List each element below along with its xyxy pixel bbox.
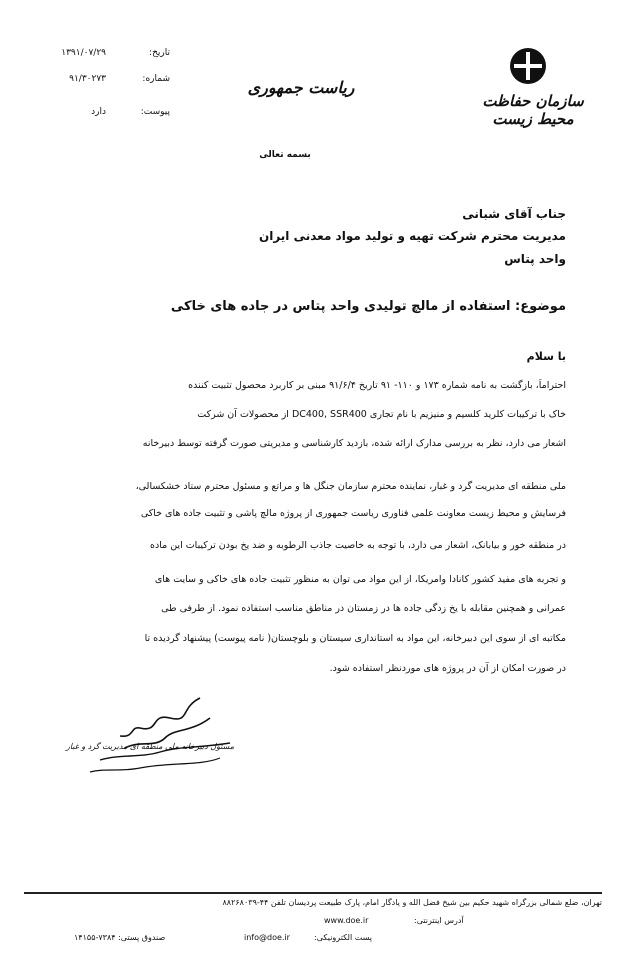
body-line: و تجربه های مفید کشور کانادا وامریکا، از این مواد می توان به منظور تثبیت جاده های خاکی و سایت های	[154, 574, 566, 585]
body-line: در منطقه خور و بیابانک، اشعار می دارد، با توجه به خاصیت جاذب الرطوبه و ضد یخ بودن ترکیبات این ماده	[149, 540, 566, 551]
organization-name: سازمان حفاظت محیط زیست	[482, 92, 584, 128]
footer-address: تهران، ضلع شمالی بزرگراه شهید حکیم بین شیخ فضل الله و یادگار امام، پارک طبیعت پردیسان تلفن ۴۴-۸۸۲۶۸۰۳۹	[222, 898, 602, 907]
date-value: ۱۳۹۱/۰۷/۲۹	[61, 48, 106, 58]
logo-bar-horizontal	[514, 64, 542, 68]
letter-subject: موضوع: استفاده از مالچ تولیدی واحد پتاس در جاده های خاکی	[170, 299, 566, 314]
footer-pobox: صندوق پستی: ۷۳۸۴-۱۴۱۵۵	[74, 933, 166, 942]
addressee-name: جناب آقای شبانی	[462, 207, 566, 221]
footer-divider	[24, 892, 602, 894]
number-value: ۹۱/۳۰۲۷۳	[69, 74, 106, 84]
body-line: احتراماً، بازگشت به نامه شماره ۱۷۳ و ۱۱۰- ۹۱ تاریخ ۹۱/۶/۴ مبنی بر کاربرد محصول تثبیت کننده	[188, 380, 566, 391]
footer-website: www.doe.ir	[324, 916, 369, 925]
number-label: شماره:	[142, 74, 170, 84]
body-line: خاک با ترکیبات کلرید کلسیم و منیزیم با نام تجاری DC400, SSR400 از محصولات آن شرکت	[197, 409, 566, 420]
addressee-company: مدیریت محترم شرکت تهیه و تولید مواد معدنی ایران	[258, 229, 566, 243]
body-line: اشعار می دارد، نظر به بررسی مدارک ارائه شده، بازدید کارشناسی و مدیریتی صورت گرفته توسط دبیرخانه	[142, 438, 566, 449]
body-line: در صورت امکان از آن در پروژه های موردنظر استفاده شود.	[329, 663, 566, 674]
footer-email: info@doe.ir	[244, 933, 290, 942]
date-label: تاریخ:	[149, 48, 170, 58]
salutation: با سلام	[526, 350, 566, 363]
body-line: ملی منطقه ای مدیریت گرد و غبار، نماینده محترم سازمان جنگل ها و مراتع و مسئول محترم ستاد خشکسالی،	[135, 481, 566, 492]
body-line: مکاتبه ای از سوی این دبیرخانه، این مواد به استانداری سیستان و بلوچستان( نامه پیوست) پیشنهاد گردیده تا	[144, 633, 566, 644]
attachment-value: دارد	[91, 107, 106, 117]
body-line: فرسایش و محیط زیست معاونت علمی فناوری ریاست جمهوری از پروژه مالچ پاشی و تثبیت جاده های خاکی	[140, 508, 566, 519]
footer-email-label: پست الکترونیکی:	[314, 933, 372, 942]
attachment-label: پیوست:	[140, 107, 170, 117]
footer-website-label: آدرس اینترنتی:	[414, 916, 464, 925]
handwritten-signature	[80, 688, 250, 778]
signature-caption: مسئول دبیرخانه ملی منطقه ای مدیریت گرد و غبار	[65, 742, 235, 751]
presidency-title: ریاست جمهوری	[247, 78, 355, 97]
doe-logo	[510, 48, 546, 84]
body-line: عمرانی و همچنین مقابله با یخ زدگی جاده ها در زمستان در مناطق مناسب استفاده نمود. از طرفی طی	[161, 603, 566, 614]
addressee-unit: واحد پتاس	[504, 252, 566, 266]
bismillah: بسمه تعالی	[259, 150, 311, 160]
